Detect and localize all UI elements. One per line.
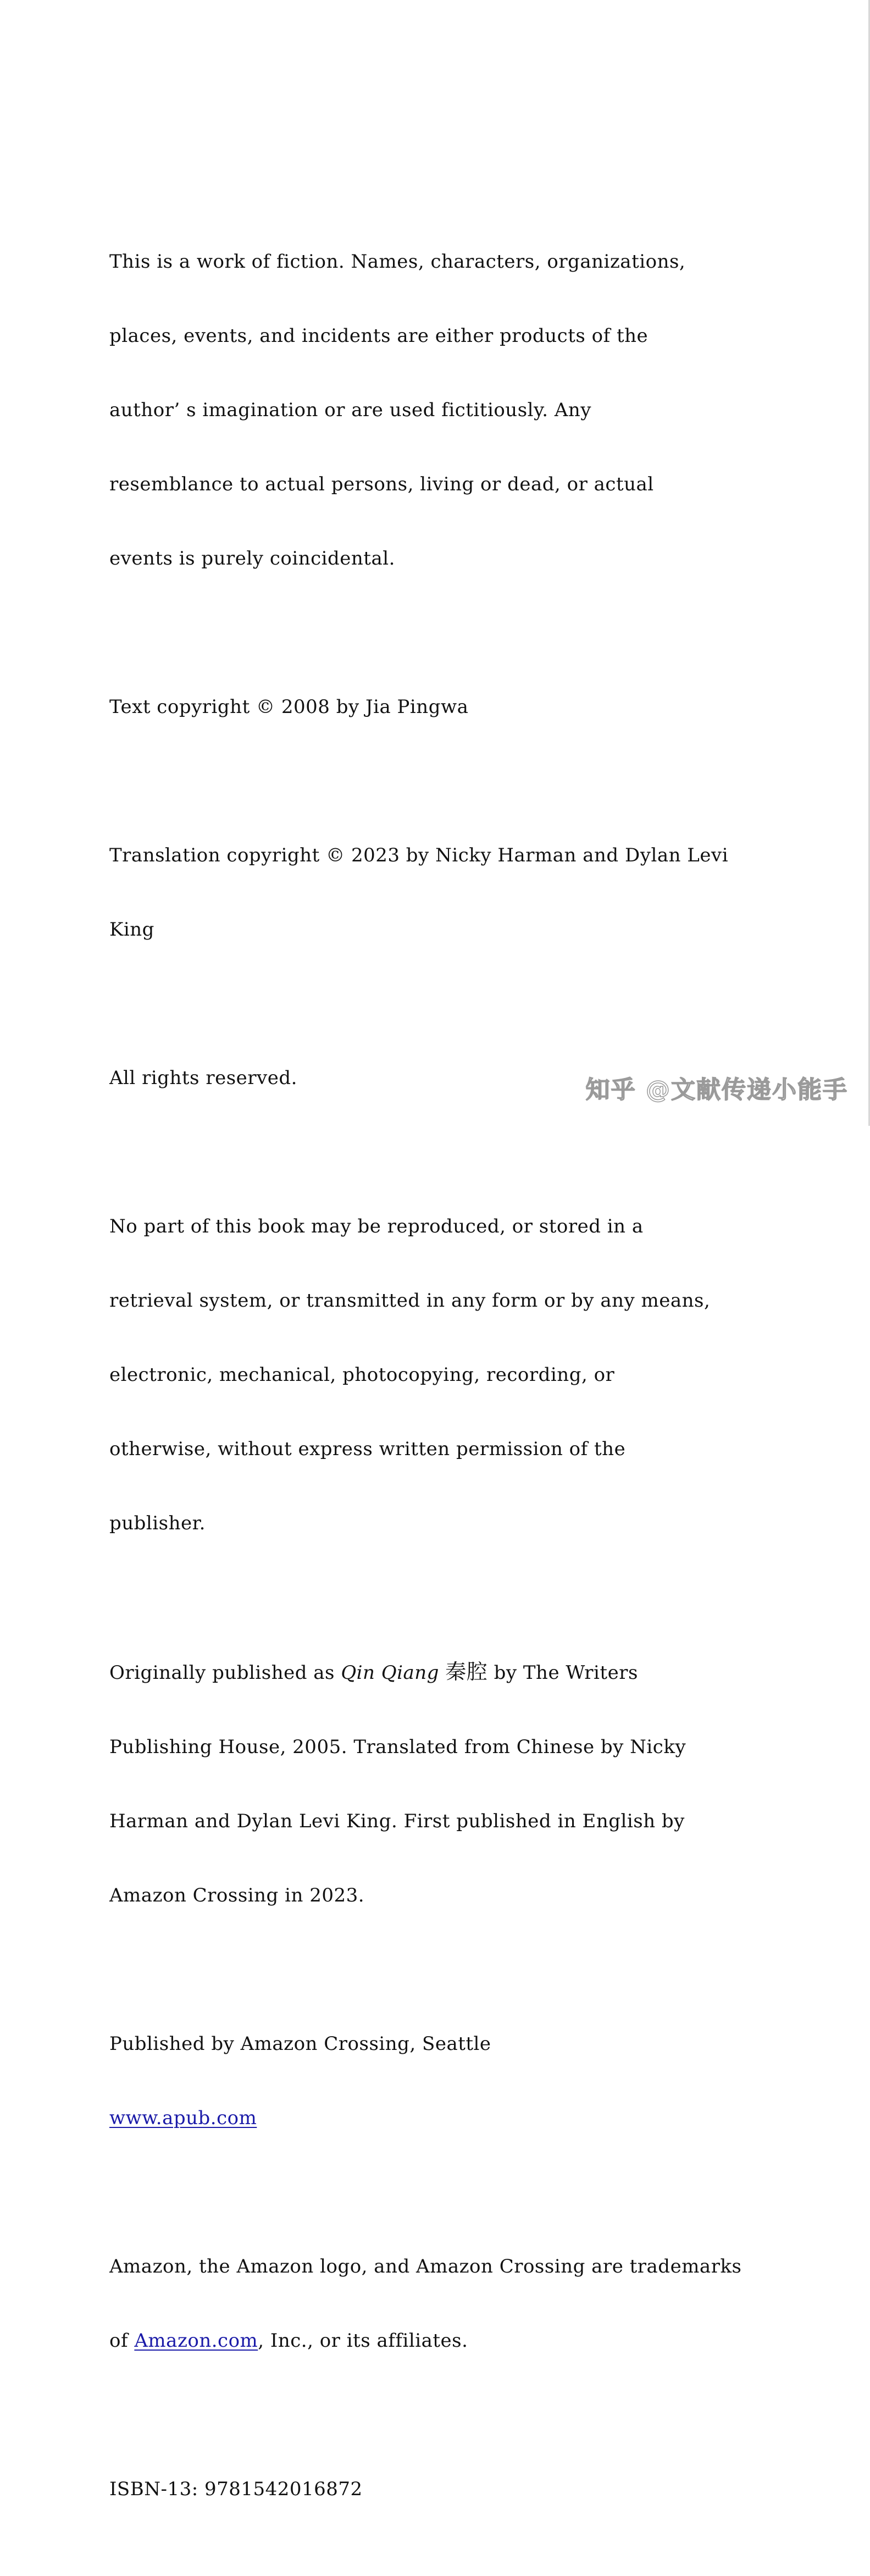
disclaimer-line: This is a work of fiction. Names, characters, organizations, — [109, 251, 686, 273]
isbn: ISBN-13: 9781542016872 — [109, 2478, 363, 2500]
trademark-line — [109, 2329, 785, 2353]
isbn-block — [109, 2428, 785, 2551]
reproduction-line: No part of this book may be reproduced, or stored in a — [109, 1215, 644, 1237]
original-title-chinese: 秦腔 — [445, 1660, 488, 1684]
original-title: Qin Qiang — [341, 1662, 439, 1684]
amazon-link[interactable]: Amazon.com — [134, 2330, 258, 2352]
original-suffix: by The Writers — [487, 1662, 638, 1684]
disclaimer-line: places, events, and incidents are either products of the — [109, 325, 649, 347]
text-copyright-line: Text copyright © 2008 by Jia Pingwa — [109, 696, 469, 718]
apub-link[interactable]: www.apub.com — [109, 2107, 257, 2129]
trademark-notice — [109, 2205, 785, 2403]
reproduction-line: electronic, mechanical, photocopying, recording, or — [109, 1364, 615, 1386]
reproduction-line: retrieval system, or transmitted in any form or by any means, — [109, 1290, 711, 1312]
translation-copyright — [109, 794, 785, 992]
translation-copyright-line: King — [109, 919, 154, 941]
copyright-text-block — [109, 200, 785, 2576]
trademark-line: Amazon, the Amazon logo, and Amazon Crossing are trademarks — [109, 2256, 742, 2278]
text-copyright — [109, 645, 785, 769]
original-publication-line: Publishing House, 2005. Translated from Chinese by Nicky — [109, 1736, 686, 1758]
zhihu-watermark: 知乎 @文献传递小能手 — [585, 1076, 848, 1104]
translation-copyright-line: Translation copyright © 2023 by Nicky Harman and Dylan Levi — [109, 844, 729, 866]
publisher-link-line — [109, 2106, 785, 2131]
original-publication-line: Amazon Crossing in 2023. — [109, 1884, 365, 1906]
trademark-prefix: of — [109, 2330, 135, 2352]
original-publication — [109, 1610, 785, 1958]
reproduction-line: publisher. — [109, 1512, 206, 1534]
original-prefix: Originally published as — [109, 1662, 341, 1684]
fiction-disclaimer — [109, 200, 785, 621]
disclaimer-line: resemblance to actual persons, living or dead, or actual — [109, 473, 654, 495]
disclaimer-line: author’ s imagination or are used fictitiously. Any — [109, 399, 591, 421]
rights-reserved-line: All rights reserved. — [109, 1067, 297, 1089]
trademark-suffix: , Inc., or its affiliates. — [258, 2330, 468, 2352]
original-publication-line: Harman and Dylan Levi King. First published in English by — [109, 1810, 685, 1832]
disclaimer-line: events is purely coincidental. — [109, 548, 395, 570]
publisher-info — [109, 1982, 785, 2180]
reproduction-line: otherwise, without express written permission of the — [109, 1438, 626, 1460]
reproduction-notice — [109, 1165, 785, 1585]
original-publication-line — [109, 1660, 785, 1685]
publisher-line: Published by Amazon Crossing, Seattle — [109, 2033, 491, 2055]
